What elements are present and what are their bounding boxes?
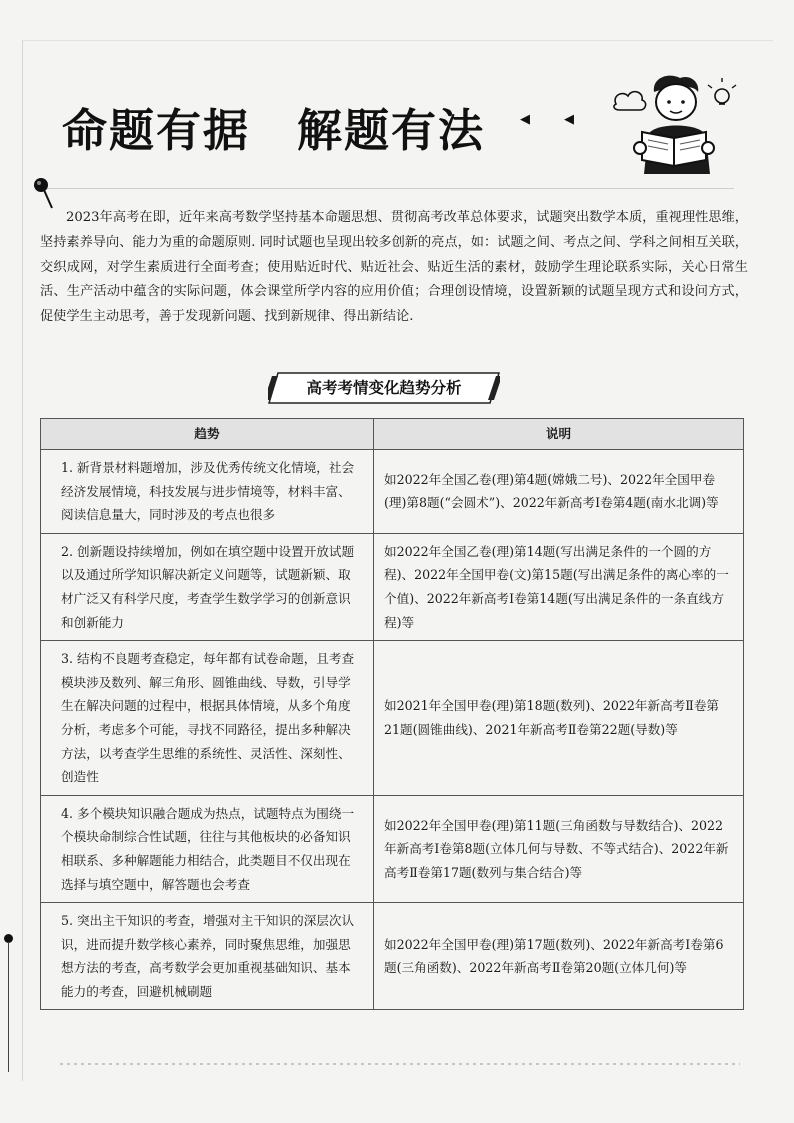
section-title: 高考考情变化趋势分析 — [306, 379, 462, 397]
trend-cell: 3. 结构不良题考查稳定，每年都有试卷命题，且考查模块涉及数列、解三角形、圆锥曲线、导数，引导学生在解决问题的过程中，根据具体情境，从多个角度分析，考虑多个可能，寻找不同路径，提出多种解决方法，以考查学生思维的系统性、灵活性、深刻性、创造性 — [41, 641, 374, 796]
pushpin-icon — [32, 176, 54, 210]
trend-table — [40, 418, 744, 1010]
description-cell: 如2021年全国甲卷(理)第18题(数列)、2022年新高考Ⅱ卷第21题(圆锥曲线)、2021年新高考Ⅱ卷第22题(导数)等 — [374, 641, 744, 796]
column-header-description: 说明 — [374, 419, 744, 450]
description-cell: 如2022年全国乙卷(理)第4题(嫦娥二号)、2022年全国甲卷(理)第8题(“会圆术”)、2022年新高考Ⅰ卷第4题(南水北调)等 — [374, 450, 744, 534]
trend-cell: 1. 新背景材料题增加，涉及优秀传统文化情境，社会经济发展情境，科技发展与进步情境等，材料丰富、阅读信息量大，同时涉及的考点也很多 — [41, 450, 374, 534]
trend-cell: 4. 多个模块知识融合题成为热点，试题特点为围绕一个模块命制综合性试题，往往与其他板块的必备知识相联系、多种解题能力相结合，此类题目不仅出现在选择与填空题中，解答题也会考查 — [41, 795, 374, 902]
column-header-trend: 趋势 — [41, 419, 374, 450]
intro-paragraph: 2023年高考在即，近年来高考数学坚持基本命题思想、贯彻高考改革总体要求，试题突出数学本质，重视理性思维，坚持素养导向、能力为重的命题原则. 同时试题也呈现出较多创新的亮点，如：试题之间、考点之间、学科之间相互关联，交织成网，对学生素质进行全面考查；使用贴近时代、贴近社会、贴近生活的素材，鼓励学生理论联系实际，关心日常生活、生产活动中蕴含的实际问题，体会课堂所学内容的应用价值；合理创设情境，设置新颖的试题呈现方式和设问方式，促使学生主动思考，善于发现新问题、找到新规律、得出新结论. — [40, 210, 748, 325]
trend-cell: 2. 创新题设持续增加，例如在填空题中设置开放试题以及通过所学知识解决新定义问题等，试题新颖、取材广泛又有科学尺度，考查学生数学学习的创新意识和创新能力 — [41, 533, 374, 640]
table-row — [41, 795, 744, 902]
bottom-dotted-line — [40, 1058, 740, 1070]
table-row — [41, 641, 744, 796]
page-title: 命题有据 解题有法 — [62, 104, 486, 157]
trend-cell: 5. 突出主干知识的考查，增强对主干知识的深层次认识，进而提升数学核心素养，同时聚焦思维，加强思想方法的考查，高考数学会更加重视基础知识、基本能力的考查，回避机械刷题 — [41, 903, 374, 1010]
header-divider — [42, 188, 734, 189]
table-header-row — [41, 419, 744, 450]
table-row — [41, 533, 744, 640]
header — [62, 86, 762, 176]
margin-rule — [8, 942, 9, 1072]
table-row — [41, 903, 744, 1010]
description-cell: 如2022年全国甲卷(理)第11题(三角函数与导数结合)、2022年新高考Ⅰ卷第8题(立体几何与导数、不等式结合)、2022年新高考Ⅱ卷第17题(数列与集合结合)等 — [374, 795, 744, 902]
description-cell: 如2022年全国乙卷(理)第14题(写出满足条件的一个圆的方程)、2022年全国甲卷(文)第15题(写出满足条件的离心率的一个值)、2022年新高考Ⅰ卷第14题(写出满足条件的一条直线方程)等 — [374, 533, 744, 640]
section-banner — [268, 372, 500, 404]
student-reading-illustration — [602, 74, 742, 184]
left-triangle-icon: ◀◀ — [520, 112, 608, 127]
table-row — [41, 450, 744, 534]
description-cell: 如2022年全国甲卷(理)第17题(数列)、2022年新高考Ⅰ卷第6题(三角函数)、2022年新高考Ⅱ卷第20题(立体几何)等 — [374, 903, 744, 1010]
